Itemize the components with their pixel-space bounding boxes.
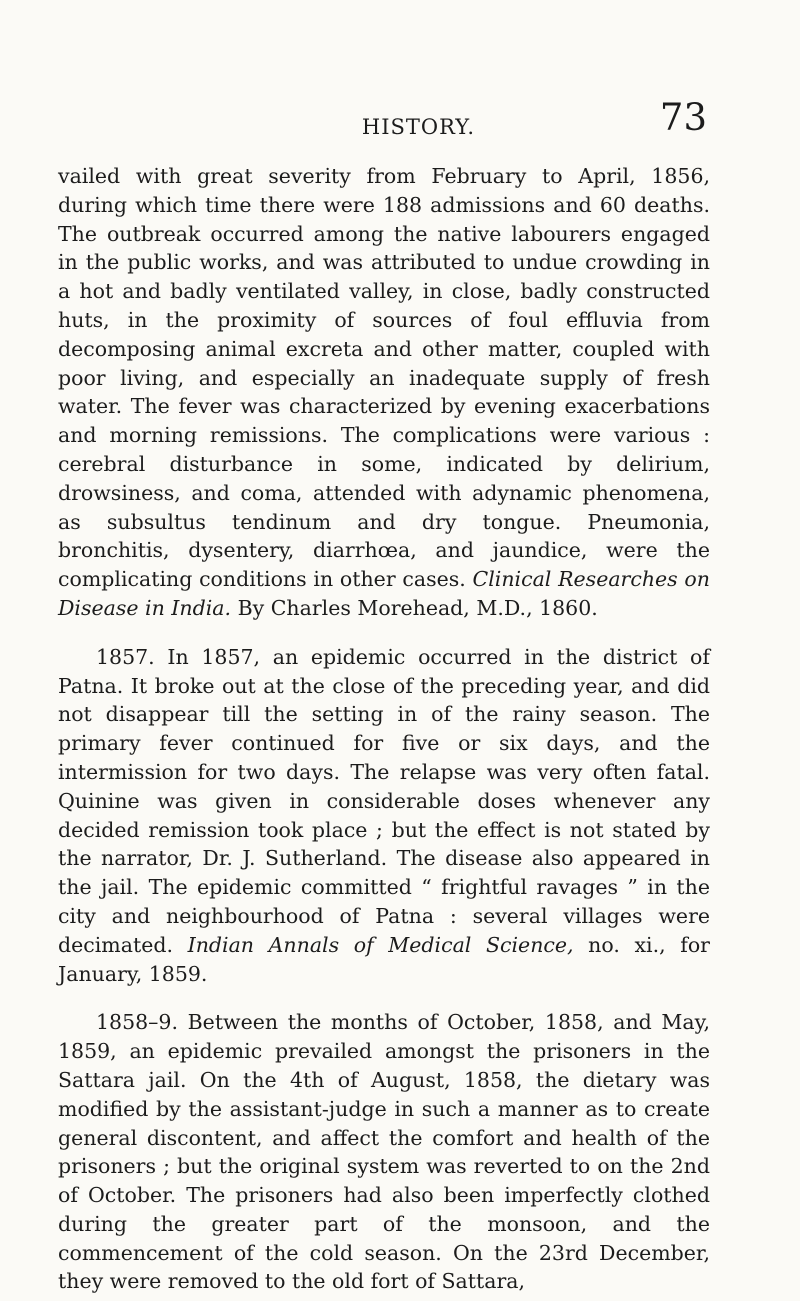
page-number: 73 <box>659 96 707 139</box>
citation-detail: By Charles Morehead, M.D., 1860. <box>237 595 598 620</box>
paragraph-text: 1857. In 1857, an epidemic occurred in the district of Patna. It broke out at the close of the preceding year, and did not disappear till the setting in of the rainy season. The primary fever continued for five or six days, and the intermission for two days. The relapse was very often fatal. Quinine was given in considerable doses whenever any decided remission took place ; but the effect is not stated by the narrator, Dr. J. Sutherland. The disease also appeared in the jail. The epidemic committed “ frightful ravages ” in the city and neighbourhood of Patna : several villages were decimated. <box>58 644 710 957</box>
body-text <box>58 162 710 1296</box>
paragraph-text: 1858–9. Between the months of October, 1858, and May, 1859, an epidemic prevailed amongst the prisoners in the Sattara jail. On the 4th of August, 1858, the dietary was modified by the assistant-judge in such a manner as to create general discontent, and affect the comfort and health of the prisoners ; but the original system was reverted to on the 2nd of October. The prisoners had also been imperfectly clothed during the greater part of the monsoon, and the commencement of the cold season. On the 23rd December, they were removed to the old fort of Sattara, <box>58 1010 710 1294</box>
running-head-title: HISTORY. <box>361 115 476 139</box>
paragraph-1858-9-epidemic <box>58 1008 710 1296</box>
paragraph-text: vailed with great severity from February to April, 1856, during which time there were 188 admissions and 60 deaths. The outbreak occurred among the native labourers engaged in the public works, and was attributed to undue crowding in a hot and badly ventilated valley, in close, badly constructed huts, in the proximity of sources of foul effluvia from decomposing animal excreta and other matter, coupled with poor living, and especially an inadequate supply of fresh water. The fever was characterized by evening exacerbations and morning remissions. The complications were various : cerebral disturbance in some, indicated by delirium, drowsiness, and coma, attended with adynamic phenomena, as subsultus tendinum and dry tongue. Pneumonia, bronchitis, dysentery, diarrhœa, and jaundice, were the complicating conditions in other cases. <box>58 164 710 592</box>
paragraph-1856-outbreak <box>58 162 710 623</box>
running-head <box>130 85 707 145</box>
paragraph-1857-epidemic <box>58 643 710 989</box>
citation-detail: no. xi., for January, 1859. <box>58 932 710 986</box>
citation-title: Clinical Researches on Disease in India. <box>58 567 710 620</box>
citation-title: Indian Annals of Medical Science, <box>187 932 574 957</box>
